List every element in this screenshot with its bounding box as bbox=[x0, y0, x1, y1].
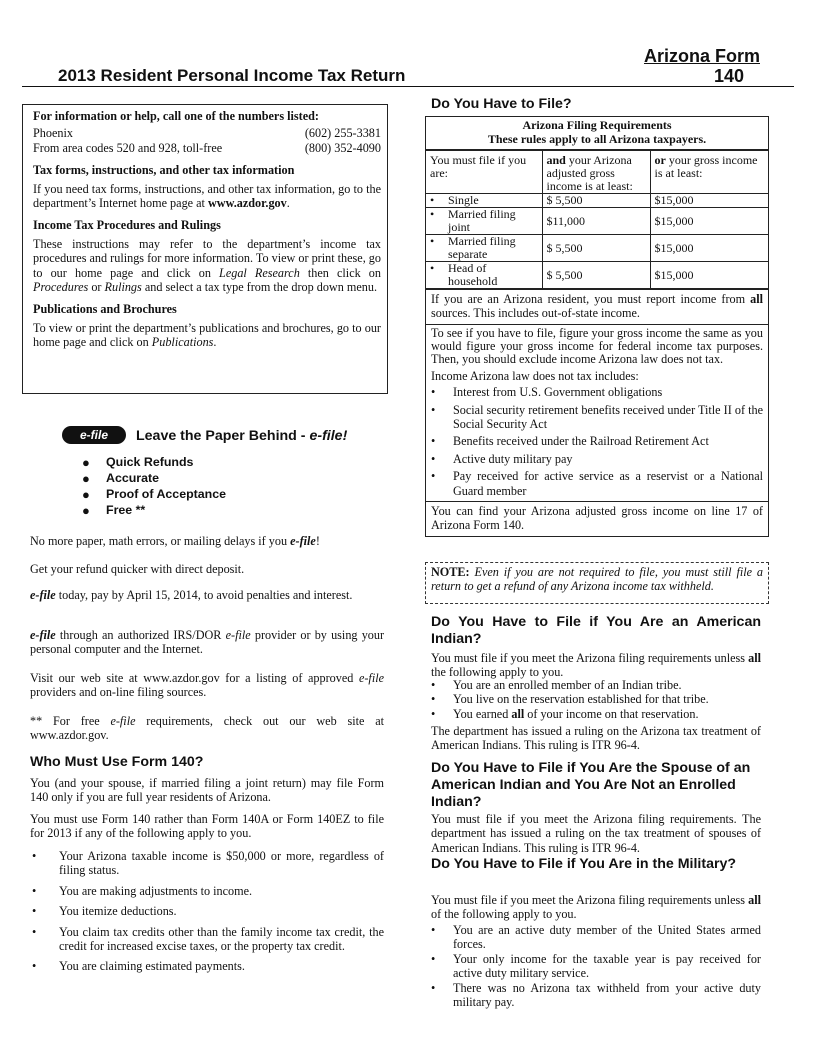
phone-number: (602) 255-3381 bbox=[304, 126, 381, 141]
not-taxed-list bbox=[431, 385, 763, 498]
spouse-heading: Do You Have to File if You Are the Spouse of an American Indian and You Are Not an Enrolled Indian? bbox=[431, 760, 751, 810]
bullet-icon: • bbox=[431, 385, 436, 400]
list-item: • Social security retirement benefits received under Title II of the Social Security Act bbox=[431, 402, 763, 431]
bullet-icon: • bbox=[431, 692, 436, 707]
american-indian-ruling: The department has issued a ruling on the Arizona tax treatment of American Indians. This ruling is ITR 96-4. bbox=[431, 724, 761, 753]
list-item: ● Quick Refunds bbox=[82, 455, 194, 470]
resident-income-text: If you are an Arizona resident, you must report income from all sources. This includes out-of-state income. bbox=[426, 289, 768, 324]
azdor-link[interactable]: www.azdor.gov bbox=[207, 195, 287, 210]
forms-text: If you need tax forms, instructions, and other tax information, go to the department’s Internet home page at www.azdor.gov. bbox=[33, 181, 381, 210]
bullet-icon: • bbox=[431, 706, 436, 721]
publications-text: To view or print the department’s publications and brochures, go to our home page and click on Publications. bbox=[33, 320, 381, 350]
list-item: ● Proof of Acceptance bbox=[82, 487, 227, 502]
list-item: • You itemize deductions. bbox=[32, 904, 177, 919]
bullet-icon: ● bbox=[82, 503, 90, 518]
american-indian-list bbox=[431, 678, 761, 721]
procedures-link[interactable]: Procedures bbox=[33, 279, 89, 294]
document-title: 2013 Resident Personal Income Tax Return bbox=[58, 66, 406, 85]
bullet-icon: • bbox=[32, 924, 37, 939]
filing-requirements-title: Arizona Filing Requirements These rules apply to all Arizona taxpayers. bbox=[426, 117, 768, 150]
american-indian-heading: Do You Have to File if You Are an American Indian? bbox=[431, 614, 761, 647]
table-row: • Single $ 5,500 $15,000 bbox=[426, 194, 768, 208]
who-must-heading: Who Must Use Form 140? bbox=[30, 754, 204, 770]
list-item: ● Accurate bbox=[82, 471, 160, 486]
table-row: • Married filing joint $11,000 $15,000 bbox=[426, 208, 768, 235]
table-header-row: You must file if you are: and your Arizona adjusted gross income is at least: or your gross income is at least: bbox=[426, 151, 768, 194]
military-intro: You must file if you meet the Arizona filing requirements unless all of the following apply to you. bbox=[431, 893, 761, 922]
filing-requirements-table bbox=[426, 150, 768, 289]
table-row: • Head of household $ 5,500 $15,000 bbox=[426, 262, 768, 289]
bullet-icon: • bbox=[32, 904, 37, 919]
list-item: • You are claiming estimated payments. bbox=[32, 959, 245, 974]
form-number: 140 bbox=[713, 66, 744, 86]
list-item: • You live on the reservation established for that tribe. bbox=[431, 692, 709, 707]
list-item: • Your only income for the taxable year is pay received for active duty military service. bbox=[431, 951, 761, 981]
list-item: • Benefits received under the Railroad Retirement Act bbox=[431, 434, 709, 449]
bullet-icon: • bbox=[431, 980, 436, 995]
phone-number: (800) 352-4090 bbox=[304, 140, 381, 155]
spouse-text: You must file if you meet the Arizona filing requirements. The department has issued a ruling on the tax treatment of spouses of American Indians. This ruling is ITR 96-4. bbox=[431, 812, 761, 855]
do-you-file-heading: Do You Have to File? bbox=[431, 96, 572, 112]
rulings-link[interactable]: Rulings bbox=[104, 279, 142, 294]
forms-heading: Tax forms, instructions, and other tax information bbox=[33, 163, 295, 178]
list-item: • You earned all of your income on that reservation. bbox=[431, 706, 699, 721]
publications-link[interactable]: Publications bbox=[151, 335, 214, 350]
efile-p5: Visit our web site at www.azdor.gov for a listing of approved e-file providers and on-line filing sources. bbox=[30, 671, 385, 700]
efile-p4: e-file through an authorized IRS/DOR e-file provider or by using your personal computer and the Internet. bbox=[30, 628, 385, 657]
publications-heading: Publications and Brochures bbox=[33, 302, 177, 317]
form-name: Arizona Form bbox=[643, 46, 760, 66]
military-list bbox=[431, 923, 761, 1009]
efile-logo-icon: e-file bbox=[62, 426, 126, 444]
who-must-p2: You must use Form 140 rather than Form 140A or Form 140EZ to file for 2013 if any of the following apply to you. bbox=[30, 812, 384, 841]
info-box bbox=[22, 104, 388, 394]
bullet-icon: • bbox=[431, 451, 436, 466]
efile-p3: e-file today, pay by April 15, 2014, to avoid penalties and interest. bbox=[30, 588, 353, 602]
list-item: • There was no Arizona tax withheld from your active duty military pay. bbox=[431, 980, 761, 1009]
table-row: • Married filing separate $ 5,500 $15,000 bbox=[426, 235, 768, 262]
bullet-icon: • bbox=[431, 469, 436, 484]
list-item: • You are an active duty member of the United States armed forces. bbox=[431, 923, 761, 952]
bullet-icon: • bbox=[32, 849, 37, 863]
bullet-icon: • bbox=[431, 434, 436, 449]
legal-research-link[interactable]: Legal Research bbox=[219, 265, 300, 280]
bullet-icon: ● bbox=[82, 471, 90, 486]
list-item: • You are an enrolled member of an Indian tribe. bbox=[431, 678, 682, 692]
phone-row-tollfree: From area codes 520 and 928, toll-free (800) 352-4090 bbox=[33, 140, 381, 155]
list-item: ● Free ** bbox=[82, 503, 146, 518]
bullet-icon: ● bbox=[82, 455, 90, 470]
rulings-text: These instructions may refer to the department’s income tax procedures and rulings for more information. To view or print these, go to our home page and click on Legal Research then click on Procedures or Rulings and select a tax type from the drop down menu. bbox=[33, 236, 381, 294]
bullet-icon: ● bbox=[82, 487, 90, 502]
gross-income-text: To see if you have to file, figure your gross income the same as you would figure your gross income for federal income tax purposes. Then, you should exclude income Arizona law does not tax. Income Arizona law does not tax includes: • Interest from U.S. Government obligations • Social security retirement benefits received under Title II of the Social Security Act • Benefits received under the Railroad Retirement Act • Active duty military pay • Pay received for active service as a reservist or a National Guard member bbox=[426, 324, 768, 501]
list-item: • You claim tax credits other than the family income tax credit, the credit for increased excise taxes, or the property tax credit. bbox=[32, 924, 384, 953]
note-box: NOTE: Even if you are not required to file, you must still file a return to get a refund of any Arizona income tax withheld. bbox=[425, 562, 769, 604]
efile-heading: Leave the Paper Behind - e-file! bbox=[136, 428, 348, 444]
bullet-icon: • bbox=[431, 951, 436, 966]
who-must-list bbox=[30, 849, 384, 974]
header-rule bbox=[22, 86, 794, 87]
bullet-icon: • bbox=[32, 883, 37, 898]
list-item: • Your Arizona taxable income is $50,000 or more, regardless of filing status. bbox=[32, 849, 384, 878]
list-item: • Interest from U.S. Government obligations bbox=[431, 385, 663, 400]
who-must-p1: You (and your spouse, if married filing a joint return) may file Form 140 only if you are full year residents of Arizona. bbox=[30, 776, 384, 805]
list-item: • Active duty military pay bbox=[431, 451, 573, 466]
bullet-icon: • bbox=[431, 923, 436, 937]
bullet-icon: • bbox=[32, 959, 37, 974]
military-heading: Do You Have to File if You Are in the Military? bbox=[431, 856, 737, 872]
info-heading: For information or help, call one of the numbers listed: bbox=[33, 109, 319, 123]
efile-p6: ** For free e-file requirements, check out our web site at www.azdor.gov. bbox=[30, 714, 384, 743]
bullet-icon: • bbox=[431, 402, 436, 417]
list-item: • You are making adjustments to income. bbox=[32, 883, 253, 898]
rulings-heading: Income Tax Procedures and Rulings bbox=[33, 218, 221, 233]
american-indian-intro: You must file if you meet the Arizona filing requirements unless all the following apply to you. bbox=[431, 651, 761, 680]
efile-p2: Get your refund quicker with direct deposit. bbox=[30, 562, 245, 576]
efile-benefits-list bbox=[82, 455, 226, 519]
list-item: • Pay received for active service as a reservist or a National Guard member bbox=[431, 469, 763, 498]
agi-line-text: You can find your Arizona adjusted gross income on line 17 of Arizona Form 140. bbox=[426, 501, 768, 536]
filing-requirements-box bbox=[425, 116, 769, 537]
bullet-icon: • bbox=[431, 678, 436, 692]
efile-p1: No more paper, math errors, or mailing delays if you e-file! bbox=[30, 534, 320, 548]
phone-row-phoenix: Phoenix (602) 255-3381 bbox=[33, 126, 381, 141]
